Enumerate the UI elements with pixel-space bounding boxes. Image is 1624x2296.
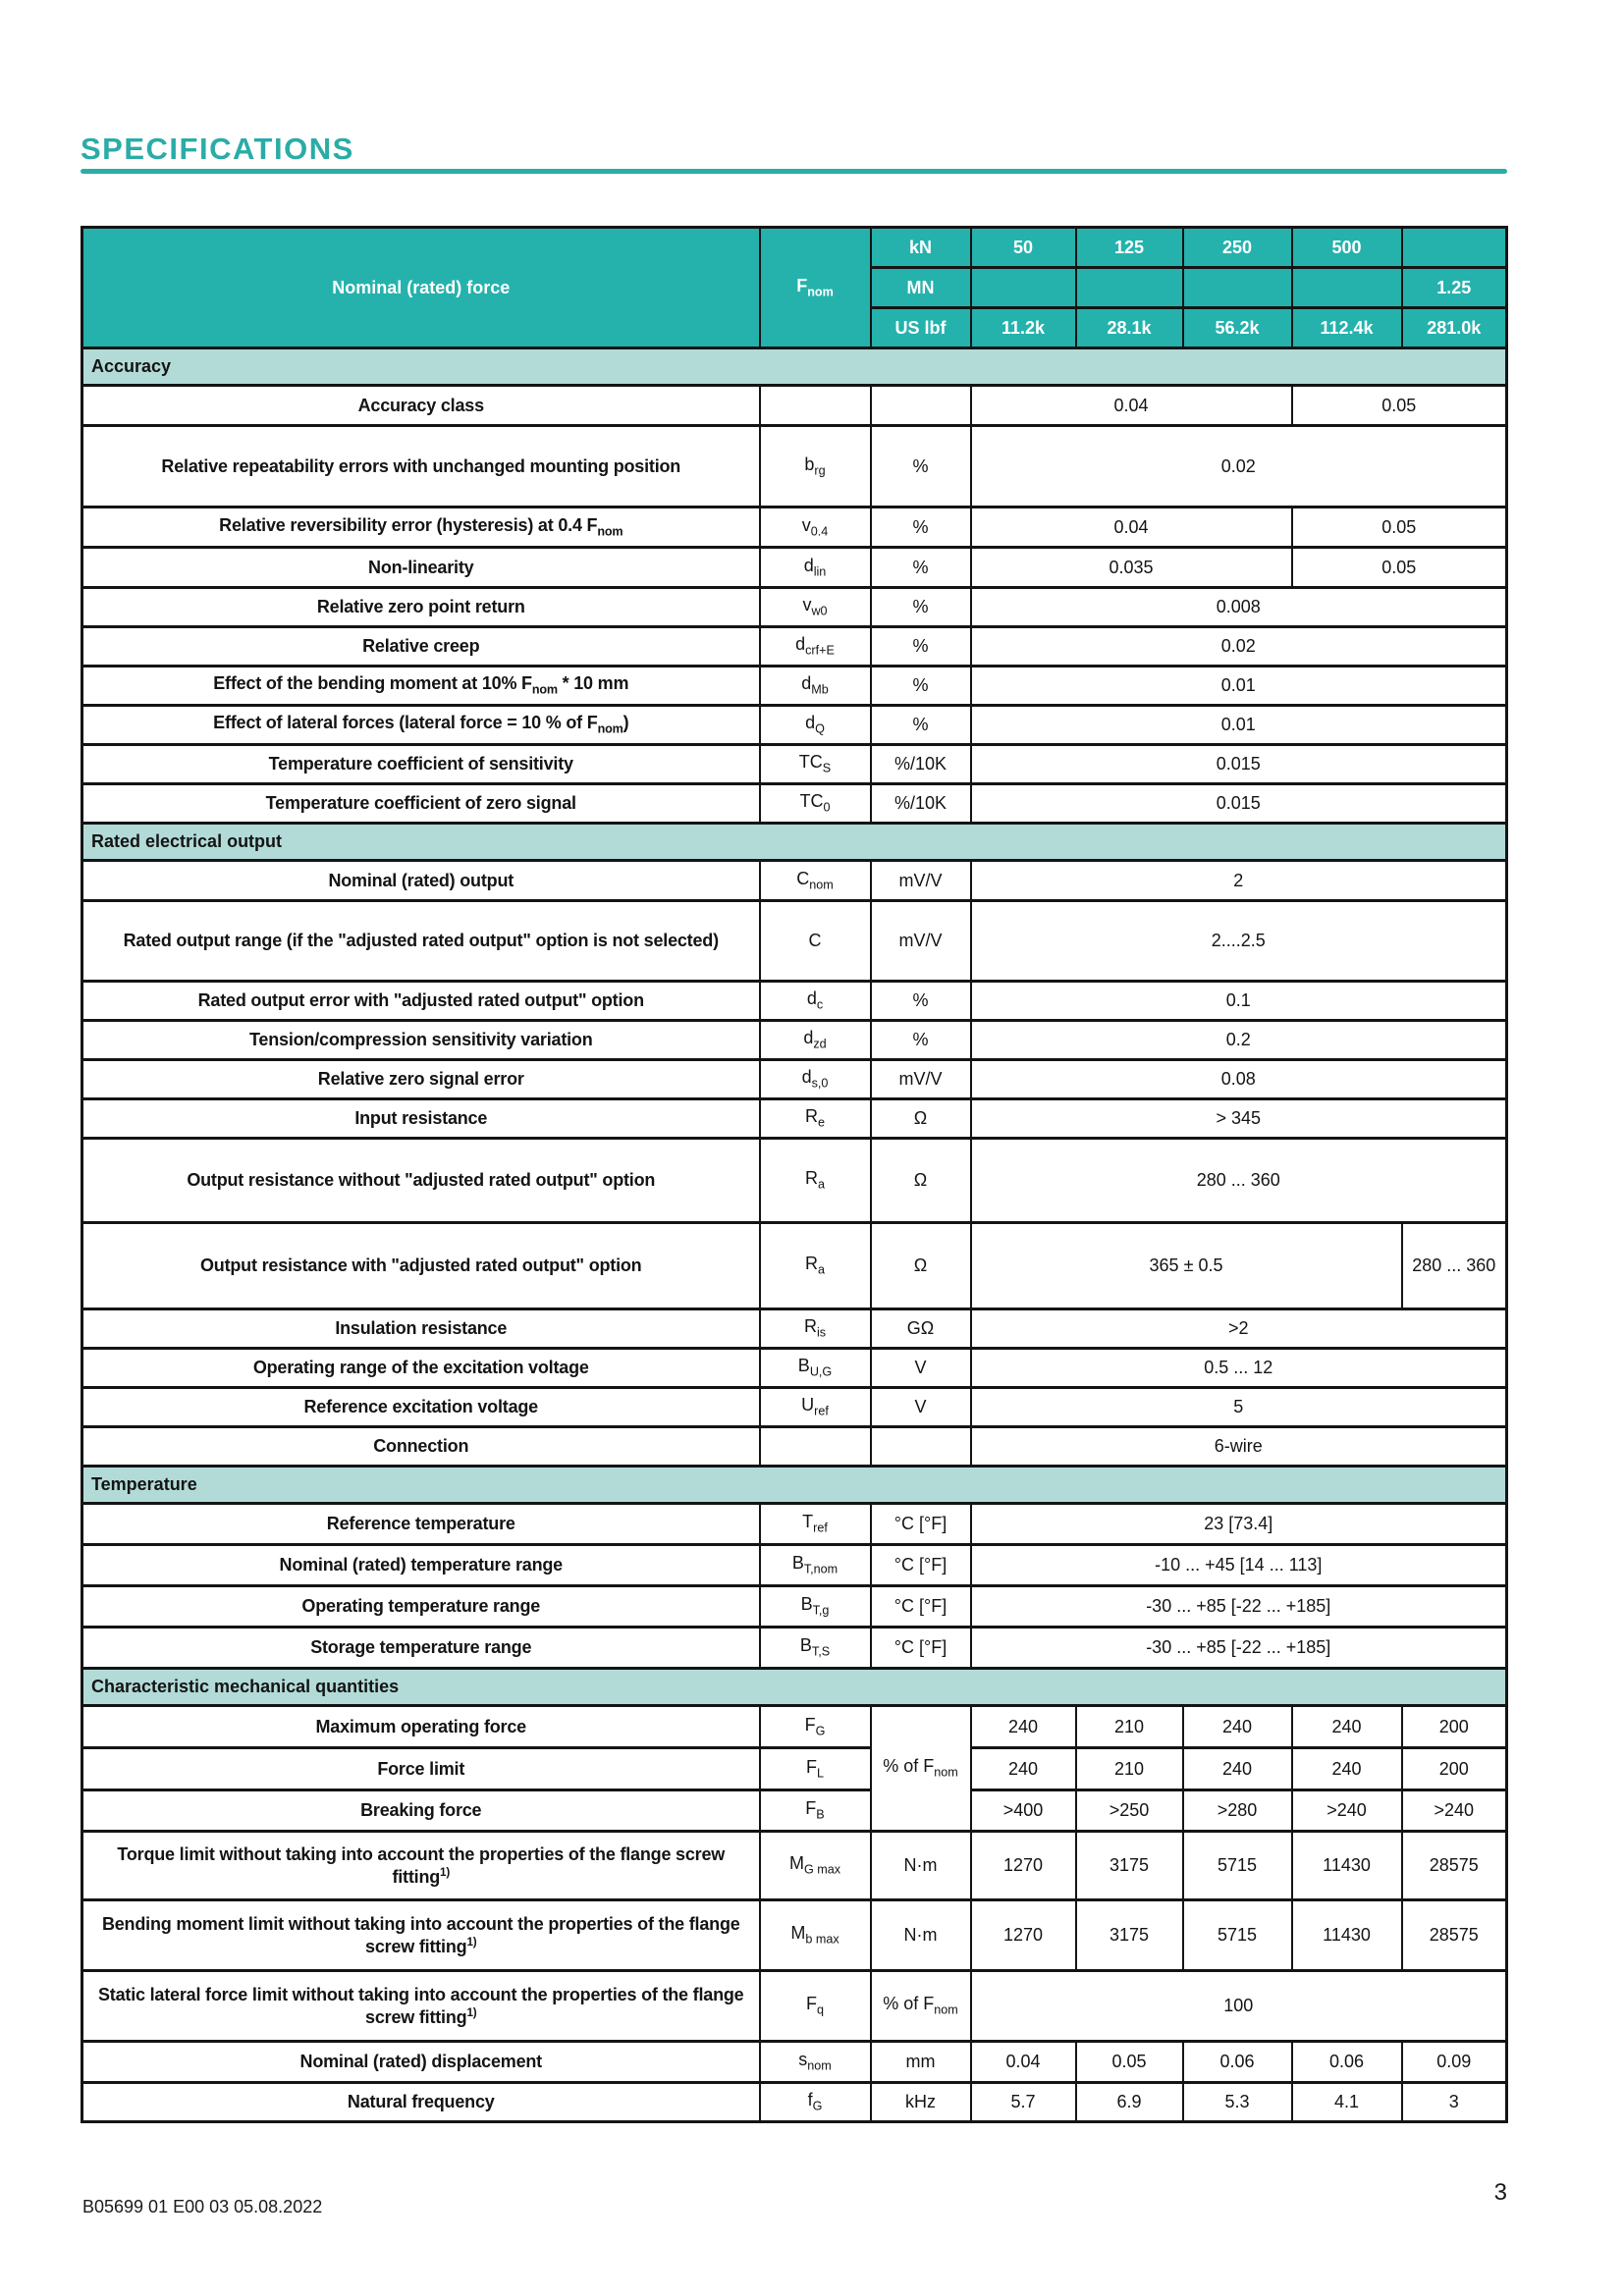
row-label: Storage temperature range — [82, 1628, 760, 1669]
value-cell: 0.015 — [971, 784, 1507, 824]
unit-cell: Ω — [871, 1099, 971, 1139]
section-title: Accuracy — [82, 348, 1507, 386]
symbol-cell: $d_Q$ — [760, 706, 871, 745]
unit-cell: °C [°F] — [871, 1586, 971, 1628]
row-label: Tension/compression sensitivity variation — [82, 1021, 760, 1060]
unit-cell: °C [°F] — [871, 1545, 971, 1586]
row-label: Operating temperature range — [82, 1586, 760, 1628]
unit-cell: mV/V — [871, 901, 971, 982]
table-row — [82, 1223, 1507, 1309]
table-row — [82, 861, 1507, 901]
symbol-cell: $v_{w0}$ — [760, 588, 871, 627]
row-label: Effect of the bending moment at 10% $F_{nom} * 10$ mm — [82, 667, 760, 706]
symbol-cell: $d_{lin}$ — [760, 548, 871, 588]
value-cell: 0.035 — [971, 548, 1292, 588]
section-title: Characteristic mechanical quantities — [82, 1669, 1507, 1706]
row-label: Input resistance — [82, 1099, 760, 1139]
table-row — [82, 1139, 1507, 1223]
value-cell: 0.015 — [971, 745, 1507, 784]
unit-cell: %/10K — [871, 784, 971, 824]
row-label: Relative repeatability errors with unchanged mounting position — [82, 426, 760, 507]
force-value-cell: 250 — [1183, 228, 1292, 268]
table-row — [82, 588, 1507, 627]
value-cell: 240 — [1183, 1748, 1292, 1790]
symbol-cell: $F_B$ — [760, 1790, 871, 1832]
unit-cell: °C [°F] — [871, 1504, 971, 1545]
symbol-cell: $d_{zd}$ — [760, 1021, 871, 1060]
unit-cell — [871, 1427, 971, 1467]
row-label: Nominal (rated) output — [82, 861, 760, 901]
symbol-cell: $C_{nom}$ — [760, 861, 871, 901]
symbol-cell: $F_G$ — [760, 1706, 871, 1748]
row-label: Temperature coefficient of sensitivity — [82, 745, 760, 784]
value-cell: 11430 — [1292, 1832, 1402, 1900]
table-row — [82, 1309, 1507, 1349]
value-cell: 3 — [1402, 2083, 1507, 2122]
symbol-cell: $R_a$ — [760, 1139, 871, 1223]
table-row — [82, 1832, 1507, 1900]
section-header-row — [82, 348, 1507, 386]
value-cell: -10 ... +45 [14 ... 113] — [971, 1545, 1507, 1586]
section-header-row — [82, 824, 1507, 861]
force-value-cell: 56.2k — [1183, 308, 1292, 348]
section-header-row — [82, 1467, 1507, 1504]
row-label: Accuracy class — [82, 386, 760, 426]
force-value-cell — [1292, 268, 1402, 308]
row-label: Output resistance with "adjusted rated output" option — [82, 1223, 760, 1309]
unit-cell: % of $F_{nom}$ — [871, 1706, 971, 1832]
unit-cell: V — [871, 1388, 971, 1427]
symbol-cell: $f_G$ — [760, 2083, 871, 2122]
value-cell: 0.09 — [1402, 2042, 1507, 2083]
symbol-cell: $B_{T,S}$ — [760, 1628, 871, 1669]
value-cell: 6.9 — [1076, 2083, 1183, 2122]
section-header-row — [82, 1669, 1507, 1706]
value-cell: >280 — [1183, 1790, 1292, 1832]
unit-cell: % — [871, 426, 971, 507]
value-cell: 100 — [971, 1971, 1507, 2042]
value-cell: 0.1 — [971, 982, 1507, 1021]
value-cell: 365 ± 0.5 — [971, 1223, 1402, 1309]
document-id: B05699 01 E00 03 05.08.2022 — [82, 2197, 323, 2216]
value-cell: -30 ... +85 [-22 ... +185] — [971, 1628, 1507, 1669]
unit-cell: mV/V — [871, 1060, 971, 1099]
row-label: Relative zero point return — [82, 588, 760, 627]
nominal-force-symbol: $F_{nom}$ — [760, 228, 871, 348]
symbol-cell: $B_{T,g}$ — [760, 1586, 871, 1628]
row-label: Reference excitation voltage — [82, 1388, 760, 1427]
row-label: Nominal (rated) displacement — [82, 2042, 760, 2083]
value-cell: >400 — [971, 1790, 1076, 1832]
unit-cell — [871, 386, 971, 426]
unit-cell: kHz — [871, 2083, 971, 2122]
value-cell: 200 — [1402, 1748, 1507, 1790]
value-cell: > 345 — [971, 1099, 1507, 1139]
row-label: Rated output range (if the "adjusted rated output" option is not selected) — [82, 901, 760, 982]
table-row — [82, 1349, 1507, 1388]
unit-label-cell: US lbf — [871, 308, 971, 348]
symbol-cell: $B_{T,nom}$ — [760, 1545, 871, 1586]
page-number: 3 — [1493, 2179, 1507, 2206]
header-row-kn — [82, 228, 1507, 268]
unit-cell: % — [871, 982, 971, 1021]
value-cell: 1270 — [971, 1832, 1076, 1900]
unit-cell: mV/V — [871, 861, 971, 901]
value-cell: 1270 — [971, 1900, 1076, 1971]
value-cell: 11430 — [1292, 1900, 1402, 1971]
value-cell: 240 — [971, 1706, 1076, 1748]
symbol-cell: $M_{G max}$ — [760, 1832, 871, 1900]
row-label: Output resistance without "adjusted rated output" option — [82, 1139, 760, 1223]
value-cell: >240 — [1402, 1790, 1507, 1832]
table-row — [82, 1099, 1507, 1139]
symbol-cell: $s_{nom}$ — [760, 2042, 871, 2083]
value-cell: 0.02 — [971, 426, 1507, 507]
symbol-cell — [760, 1427, 871, 1467]
table-row — [82, 1545, 1507, 1586]
table-row — [82, 745, 1507, 784]
force-value-cell — [1183, 268, 1292, 308]
unit-cell: % of $F_{nom}$ — [871, 1971, 971, 2042]
symbol-cell: $M_{b max}$ — [760, 1900, 871, 1971]
row-label: Insulation resistance — [82, 1309, 760, 1349]
symbol-cell: $U_{ref}$ — [760, 1388, 871, 1427]
value-cell: 2....2.5 — [971, 901, 1507, 982]
unit-cell: Ω — [871, 1223, 971, 1309]
table-row — [82, 706, 1507, 745]
value-cell: 0.2 — [971, 1021, 1507, 1060]
unit-cell: % — [871, 588, 971, 627]
row-label: Non-linearity — [82, 548, 760, 588]
row-label: Temperature coefficient of zero signal — [82, 784, 760, 824]
symbol-cell: $R_{is}$ — [760, 1309, 871, 1349]
row-label: Operating range of the excitation voltage — [82, 1349, 760, 1388]
force-value-cell: 112.4k — [1292, 308, 1402, 348]
force-value-cell: 28.1k — [1076, 308, 1183, 348]
table-row — [82, 982, 1507, 1021]
value-cell: 0.08 — [971, 1060, 1507, 1099]
row-label: Torque limit without taking into account the properties of the flange screw fitting$^{1)}$ — [82, 1832, 760, 1900]
value-cell: 240 — [971, 1748, 1076, 1790]
row-label: Relative reversibility error (hysteresis) at 0.4 $F_{nom}$ — [82, 507, 760, 548]
table-row — [82, 1900, 1507, 1971]
value-cell: 4.1 — [1292, 2083, 1402, 2122]
value-cell: 5.3 — [1183, 2083, 1292, 2122]
row-label: Connection — [82, 1427, 760, 1467]
value-cell: 23 [73.4] — [971, 1504, 1507, 1545]
value-cell: 0.01 — [971, 706, 1507, 745]
table-row — [82, 1504, 1507, 1545]
symbol-cell: $B_{U,G}$ — [760, 1349, 871, 1388]
table-row — [82, 1748, 1507, 1790]
force-value-cell: 11.2k — [971, 308, 1076, 348]
table-row — [82, 548, 1507, 588]
unit-cell: % — [871, 627, 971, 667]
value-cell: >240 — [1292, 1790, 1402, 1832]
symbol-cell: $v_{0.4}$ — [760, 507, 871, 548]
table-row — [82, 2083, 1507, 2122]
unit-label-cell: kN — [871, 228, 971, 268]
row-label: Static lateral force limit without taking into account the properties of the flange screw fitting$^{1)}$ — [82, 1971, 760, 2042]
unit-cell: N·m — [871, 1832, 971, 1900]
force-value-cell: 281.0k — [1402, 308, 1507, 348]
table-row — [82, 1971, 1507, 2042]
value-cell: 0.02 — [971, 627, 1507, 667]
unit-cell: % — [871, 706, 971, 745]
value-cell: 240 — [1292, 1748, 1402, 1790]
force-value-cell: 500 — [1292, 228, 1402, 268]
table-row — [82, 1388, 1507, 1427]
row-label: Breaking force — [82, 1790, 760, 1832]
table-row — [82, 507, 1507, 548]
symbol-cell: $R_a$ — [760, 1223, 871, 1309]
force-value-cell: 1.25 — [1402, 268, 1507, 308]
force-value-cell: 50 — [971, 228, 1076, 268]
value-cell: 3175 — [1076, 1900, 1183, 1971]
value-cell: 3175 — [1076, 1832, 1183, 1900]
page-title: SPECIFICATIONS — [81, 132, 354, 166]
value-cell: 28575 — [1402, 1900, 1507, 1971]
table-row — [82, 901, 1507, 982]
value-cell: 5.7 — [971, 2083, 1076, 2122]
row-label: Reference temperature — [82, 1504, 760, 1545]
symbol-cell: $d_{crf+E}$ — [760, 627, 871, 667]
unit-cell: % — [871, 548, 971, 588]
table-row — [82, 627, 1507, 667]
symbol-cell: $R_e$ — [760, 1099, 871, 1139]
value-cell: 210 — [1076, 1748, 1183, 1790]
symbol-cell — [760, 386, 871, 426]
section-title: Temperature — [82, 1467, 1507, 1504]
unit-cell: % — [871, 1021, 971, 1060]
row-label: Force limit — [82, 1748, 760, 1790]
value-cell: -30 ... +85 [-22 ... +185] — [971, 1586, 1507, 1628]
title-rule — [81, 169, 1507, 174]
unit-cell: GΩ — [871, 1309, 971, 1349]
specifications-table — [81, 226, 1508, 2123]
value-cell: 240 — [1183, 1706, 1292, 1748]
unit-cell: % — [871, 667, 971, 706]
table-row — [82, 1021, 1507, 1060]
value-cell: 0.05 — [1292, 507, 1507, 548]
table-row — [82, 2042, 1507, 2083]
symbol-cell: $F_q$ — [760, 1971, 871, 2042]
table-row — [82, 1060, 1507, 1099]
force-value-cell — [971, 268, 1076, 308]
value-cell: 5715 — [1183, 1832, 1292, 1900]
table-row — [82, 667, 1507, 706]
value-cell: 0.05 — [1292, 548, 1507, 588]
value-cell: >250 — [1076, 1790, 1183, 1832]
table-row — [82, 1427, 1507, 1467]
symbol-cell: $b_{rg}$ — [760, 426, 871, 507]
row-label: Relative creep — [82, 627, 760, 667]
value-cell: 0.01 — [971, 667, 1507, 706]
value-cell: >2 — [971, 1309, 1507, 1349]
value-cell: 28575 — [1402, 1832, 1507, 1900]
table-row — [82, 386, 1507, 426]
symbol-cell: $T_{ref}$ — [760, 1504, 871, 1545]
symbol-cell: $d_{Mb}$ — [760, 667, 871, 706]
symbol-cell: $F_L$ — [760, 1748, 871, 1790]
value-cell: 210 — [1076, 1706, 1183, 1748]
value-cell: 280 ... 360 — [971, 1139, 1507, 1223]
symbol-cell: $d_c$ — [760, 982, 871, 1021]
unit-cell: N·m — [871, 1900, 971, 1971]
value-cell: 280 ... 360 — [1402, 1223, 1507, 1309]
row-label: Nominal (rated) temperature range — [82, 1545, 760, 1586]
value-cell: 0.008 — [971, 588, 1507, 627]
value-cell: 0.04 — [971, 2042, 1076, 2083]
table-corner-label: Nominal (rated) force — [82, 228, 760, 348]
section-title: Rated electrical output — [82, 824, 1507, 861]
table-row — [82, 1586, 1507, 1628]
symbol-cell: $TC_0$ — [760, 784, 871, 824]
symbol-cell: C — [760, 901, 871, 982]
row-label: Rated output error with "adjusted rated output" option — [82, 982, 760, 1021]
unit-cell: % — [871, 507, 971, 548]
value-cell: 0.5 ... 12 — [971, 1349, 1507, 1388]
value-cell: 0.05 — [1076, 2042, 1183, 2083]
value-cell: 0.05 — [1292, 386, 1507, 426]
value-cell: 0.04 — [971, 507, 1292, 548]
symbol-cell: $d_{s,0}$ — [760, 1060, 871, 1099]
table-row — [82, 1706, 1507, 1748]
force-value-cell — [1076, 268, 1183, 308]
force-value-cell: 125 — [1076, 228, 1183, 268]
unit-cell: V — [871, 1349, 971, 1388]
unit-cell: Ω — [871, 1139, 971, 1223]
symbol-cell: $TC_S$ — [760, 745, 871, 784]
row-label: Effect of lateral forces (lateral force = 10 % of $F_{nom}$) — [82, 706, 760, 745]
value-cell: 6-wire — [971, 1427, 1507, 1467]
value-cell: 5715 — [1183, 1900, 1292, 1971]
unit-cell: mm — [871, 2042, 971, 2083]
table-row — [82, 1628, 1507, 1669]
row-label: Relative zero signal error — [82, 1060, 760, 1099]
table-row — [82, 1790, 1507, 1832]
row-label: Natural frequency — [82, 2083, 760, 2122]
force-value-cell — [1402, 228, 1507, 268]
value-cell: 0.06 — [1183, 2042, 1292, 2083]
unit-cell: °C [°F] — [871, 1628, 971, 1669]
value-cell: 240 — [1292, 1706, 1402, 1748]
value-cell: 0.06 — [1292, 2042, 1402, 2083]
table-row — [82, 426, 1507, 507]
value-cell: 5 — [971, 1388, 1507, 1427]
value-cell: 0.04 — [971, 386, 1292, 426]
table-row — [82, 784, 1507, 824]
value-cell: 200 — [1402, 1706, 1507, 1748]
row-label: Maximum operating force — [82, 1706, 760, 1748]
unit-cell: %/10K — [871, 745, 971, 784]
unit-label-cell: MN — [871, 268, 971, 308]
row-label: Bending moment limit without taking into account the properties of the flange screw fitting$^{1)}$ — [82, 1900, 760, 1971]
value-cell: 2 — [971, 861, 1507, 901]
